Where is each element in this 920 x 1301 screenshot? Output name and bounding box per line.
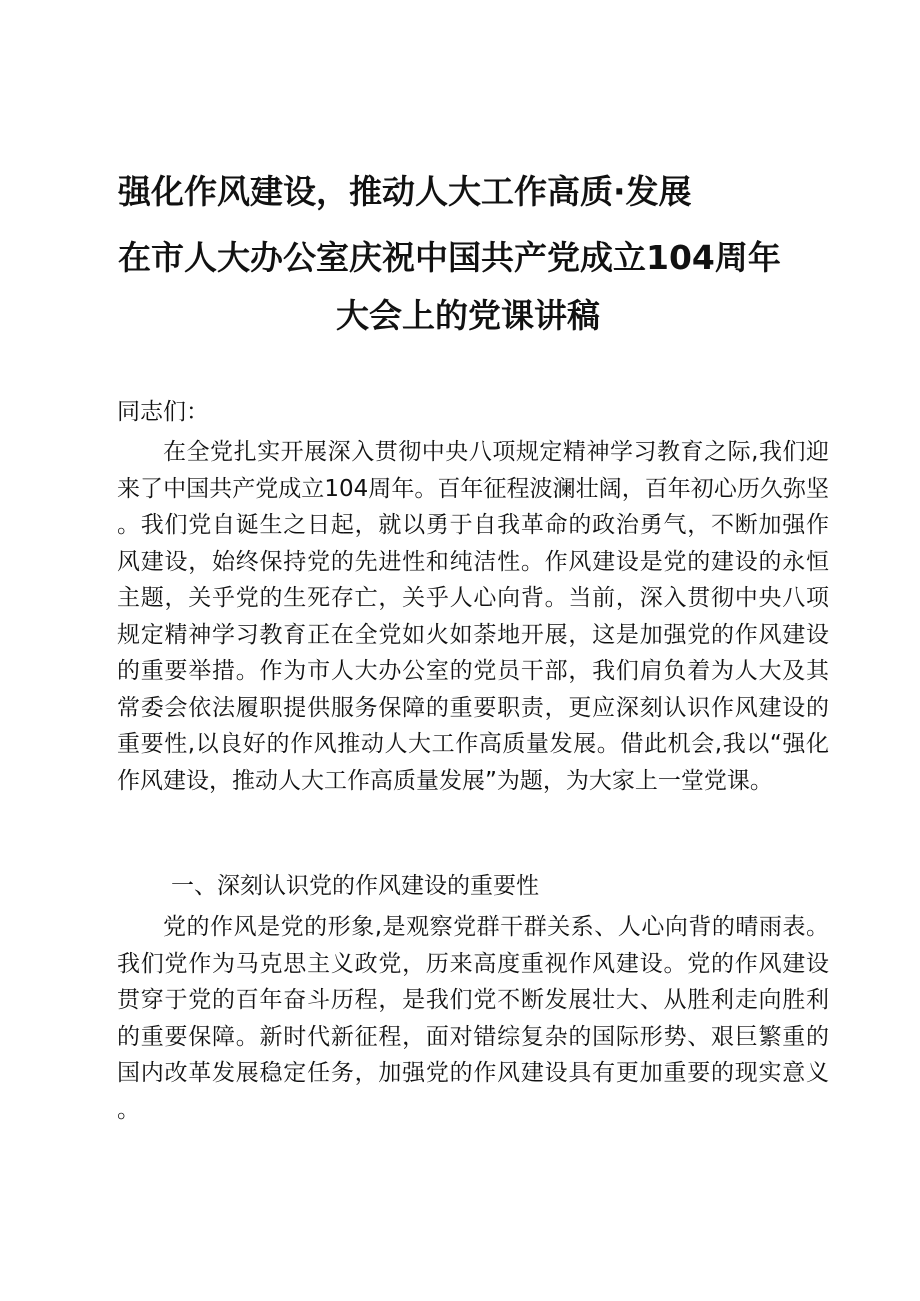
paragraph-1: 在全党扎实开展深入贯彻中央八项规定精神学习教育之际,我们迎来了中国共产党成立104周年。百年征程波澜壮阔，百年初心历久弥坚。我们党自诞生之日起，就以勇于自我革命的政治勇气，不断加强作风建设，始终保持党的先进性和纯洁性。作风建设是党的建设的永恒主题，关乎党的生死存亡，关乎人心向背。当前，深入贯彻中央八项规定精神学习教育正在全党如火如荼地开展，这是加强党的作风建设的重要举措。作为市人大办公室的党员干部，我们肩负着为人大及其常委会依法履职提供服务保障的重要职责，更应深刻认识作风建设的重要性,以良好的作风推动人大工作高质量发展。借此机会,我以“强化作风建设，推动人大工作高质量发展”为题，为大家上一堂党课。: [117, 439, 829, 794]
paragraph-1-container: [117, 434, 829, 799]
salutation: 同志们：: [117, 399, 209, 425]
document-title-line-2: 在市人大办公室庆祝中国共产党成立104周年: [118, 238, 781, 277]
paragraph-2: 党的作风是党的形象,是观察党群干群关系、人心向背的晴雨表。我们党作为马克思主义政党，历来高度重视作风建设。党的作风建设贯穿于党的百年奋斗历程，是我们党不断发展壮大、从胜利走向胜利的重要保障。新时代新征程，面对错综复杂的国际形势、艰巨繁重的国内改革发展稳定任务，加强党的作风建设具有更加重要的现实意义。: [117, 914, 829, 1123]
document-title-line-1: 强化作风建设，推动人大工作高质·发展: [118, 172, 692, 211]
document-title-line-3: 大会上的党课讲稿: [336, 296, 600, 335]
section-heading-1: 一、深刻认识党的作风建设的重要性: [171, 873, 539, 899]
paragraph-2-container: [117, 909, 829, 1128]
